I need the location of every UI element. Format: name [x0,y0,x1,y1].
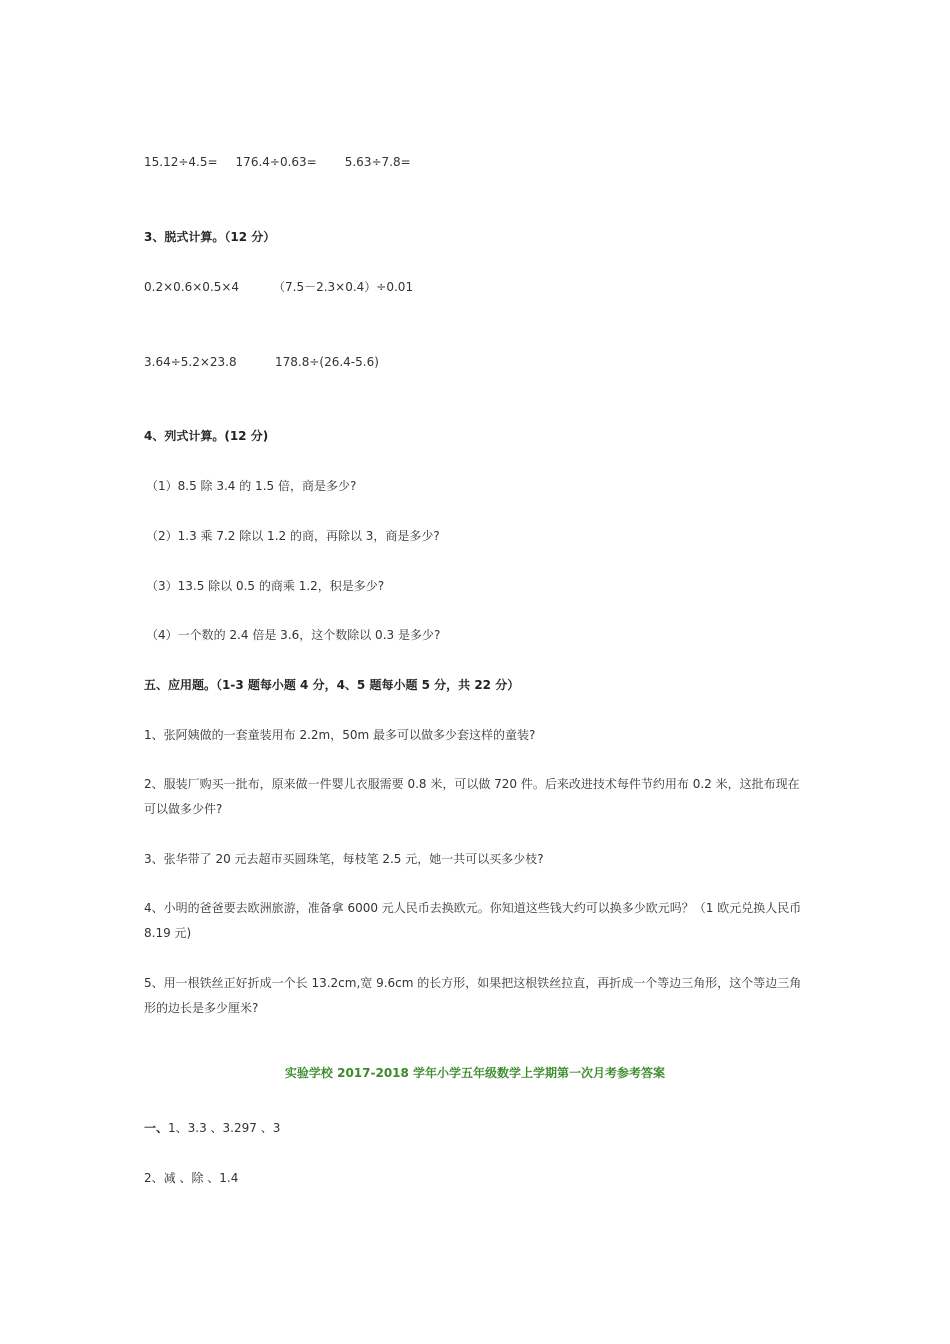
section-4-item-2: （2）1.3 乘 7.2 除以 1.2 的商，再除以 3，商是多少? [146,529,440,543]
section-3-row-1-right: （7.5－2.3×0.4）÷0.01 [273,280,414,294]
problem-3: 3、张华带了 20 元去超市买圆珠笔，每枝笔 2.5 元，她一共可以买多少枝? [144,852,544,866]
answer-line-1-text: 1、3.3 、3.297 、3 [168,1121,281,1135]
division-expr-1: 15.12÷4.5= [144,155,218,169]
problem-5: 5、用一根铁丝正好折成一个长 13.2cm,宽 9.6cm 的长方形，如果把这根铁丝拉直，再折成一个等边三角形，这个等边三角形的边长是多少厘米? [144,976,802,1015]
answer-part-one-label: 一、 [144,1121,169,1135]
section-3-heading: 3、脱式计算。（12 分） [144,230,276,244]
problem-4: 4、小明的爸爸要去欧洲旅游，准备拿 6000 元人民币去换欧元。你知道这些钱大约可以换多少欧元吗？（1 欧元兑换人民币 8.19 元) [144,901,802,940]
division-expr-3: 5.63÷7.8= [344,155,411,169]
answer-line-2: 2、减 、除 、1.4 [144,1171,239,1185]
problem-2: 2、服装厂购买一批布，原来做一件婴儿衣服需要 0.8 米，可以做 720 件。后来改进技术每件节约用布 0.2 米，这批布现在可以做多少件? [144,777,800,816]
section-3-row-2-right: 178.8÷(26.4-5.6) [275,355,379,369]
section-3-row-2-left: 3.64÷5.2×23.8 [144,355,237,369]
answer-line-1 [144,1120,280,1136]
division-expr-2: 176.4÷0.63= [235,155,317,169]
section-4-item-4: （4）一个数的 2.4 倍是 3.6，这个数除以 0.3 是多少? [146,628,441,642]
section-3-row-1-left: 0.2×0.6×0.5×4 [144,280,240,294]
section-4-item-1: （1）8.5 除 3.4 的 1.5 倍，商是多少? [146,479,357,493]
section-5-heading: 五、应用题。（1-3 题每小题 4 分，4、5 题每小题 5 分，共 22 分） [144,678,520,692]
division-problems-row [144,154,411,170]
section-4-heading: 4、列式计算。(12 分) [144,429,269,443]
problem-1: 1、张阿姨做的一套童装用布 2.2m，50m 最多可以做多少套这样的童装? [144,728,536,742]
section-4-item-3: （3）13.5 除以 0.5 的商乘 1.2，积是多少? [146,579,385,593]
answer-key-title: 实验学校 2017-2018 学年小学五年级数学上学期第一次月考参考答案 [284,1066,666,1080]
